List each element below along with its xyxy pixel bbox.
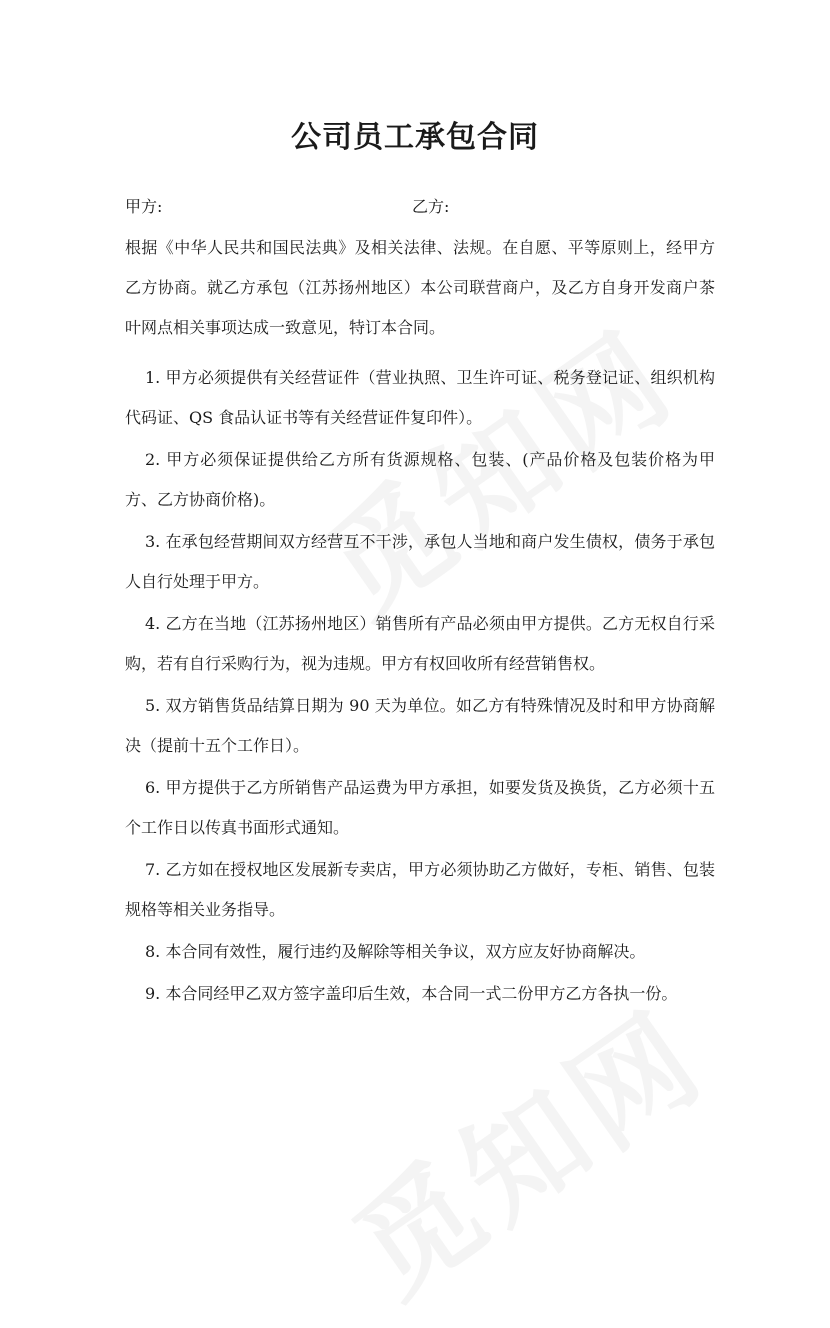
clause-8: 8. 本合同有效性，履行违约及解除等相关争议，双方应友好协商解决。 (145, 942, 646, 961)
intro-paragraph: 根据《中华人民共和国民法典》及相关法律、法规。在自愿、平等原则上，经甲方乙方协商。就乙方承包（江苏扬州地区）本公司联营商户，及乙方自身开发商户茶叶网点相关事项达成一致意见，特订本合同。 (125, 238, 715, 337)
watermark-bottom (316, 964, 734, 1328)
clause-5: 5. 双方销售货品结算日期为 90 天为单位。如乙方有特殊情况及时和甲方协商解决（提前十五个工作日）。 (125, 696, 715, 755)
clause-6: 6. 甲方提供于乙方所销售产品运费为甲方承担，如要发货及换货，乙方必须十五个工作日以传真书面形式通知。 (125, 778, 715, 837)
clause-3: 3. 在承包经营期间双方经营互不干涉，承包人当地和商户发生债权，债务于承包人自行处理于甲方。 (125, 532, 715, 591)
parties-row (125, 192, 715, 222)
clause-9: 9. 本合同经甲乙双方签字盖印后生效，本合同一式二份甲方乙方各执一份。 (145, 984, 678, 1003)
party-a-label: 甲方: (125, 197, 163, 216)
party-b-label: 乙方: (412, 197, 450, 216)
contract-title: 公司员工承包合同 (291, 120, 539, 155)
clause-2: 2. 甲方必须保证提供给乙方所有货源规格、包装、(产品价格及包装价格为甲方、乙方协商价格)。 (125, 450, 715, 509)
clause-list (125, 358, 715, 1016)
clause-4: 4. 乙方在当地（江苏扬州地区）销售所有产品必须由甲方提供。乙方无权自行采购，若有自行采购行为，视为违规。甲方有权回收所有经营销售权。 (125, 614, 715, 673)
clause-7: 7. 乙方如在授权地区发展新专卖店，甲方必须协助乙方做好，专柜、销售、包装规格等相关业务指导。 (125, 860, 715, 919)
clause-1: 1. 甲方必须提供有关经营证件（营业执照、卫生许可证、税务登记证、组织机构代码证、QS 食品认证书等有关经营证件复印件）。 (125, 368, 715, 427)
